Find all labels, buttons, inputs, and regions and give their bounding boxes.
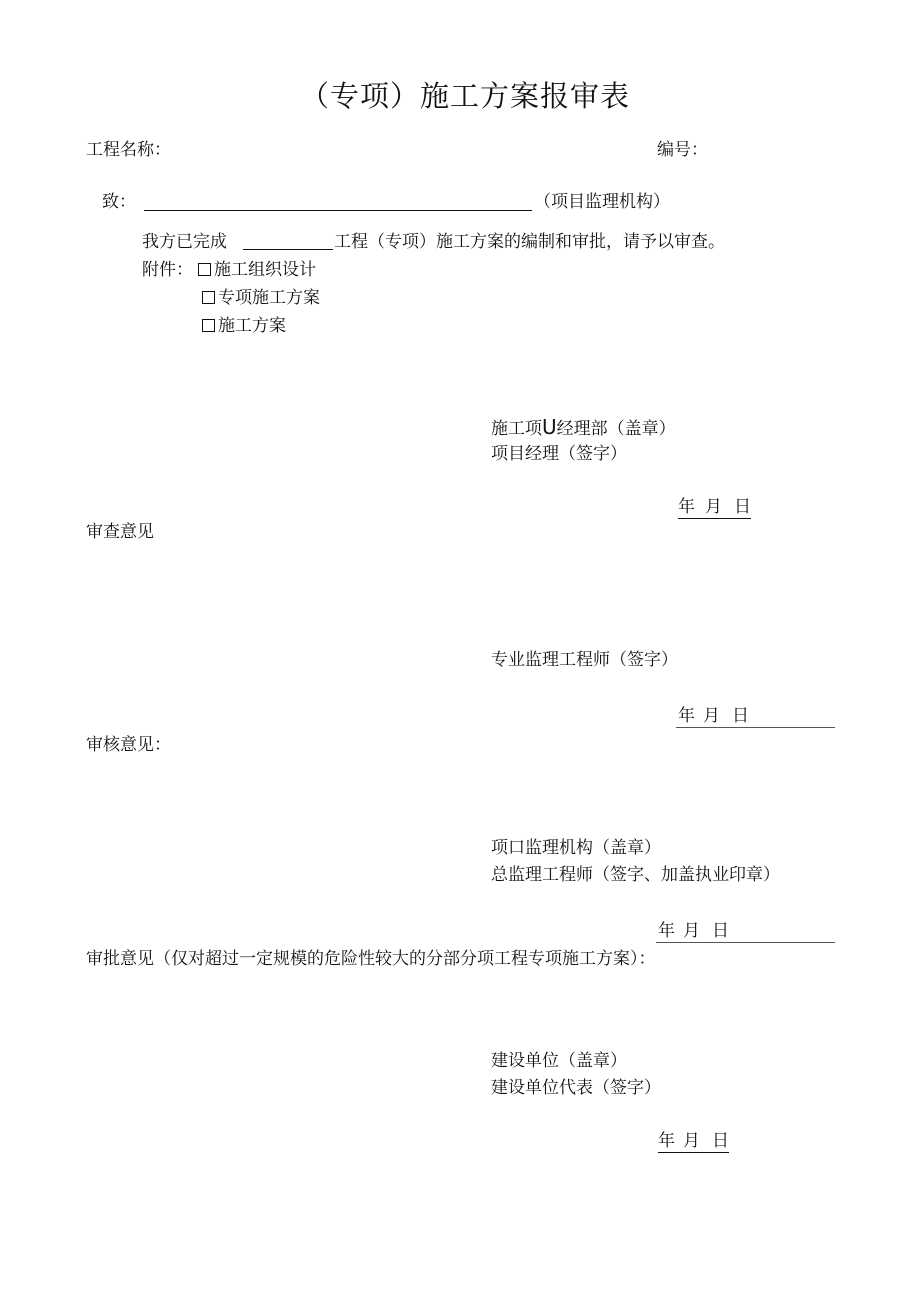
specialist-signature: 专业监理工程师（签字） bbox=[491, 650, 678, 670]
statement-part2: 工程（专项）施工方案的编制和审批，请予以审查。 bbox=[334, 232, 725, 252]
attachment-item-construction-org[interactable] bbox=[198, 259, 316, 281]
contractor-date bbox=[678, 496, 751, 519]
checkbox[interactable] bbox=[202, 291, 215, 304]
to-line bbox=[102, 191, 136, 213]
chief-engineer-signature: 总监理工程师（签字、加盖执业印章） bbox=[491, 865, 780, 885]
audit-date bbox=[658, 920, 729, 942]
checkbox[interactable] bbox=[202, 319, 215, 332]
contractor-dept-glyph: U bbox=[542, 415, 557, 439]
checkbox[interactable] bbox=[198, 263, 211, 276]
date-month: 月 bbox=[675, 1130, 700, 1153]
review-label: 审查意见 bbox=[86, 522, 154, 542]
date-day: 日 bbox=[700, 1130, 729, 1153]
attachment-label: 专项施工方案 bbox=[218, 288, 320, 308]
date-year: 年 bbox=[658, 921, 675, 941]
recipient-blank[interactable] bbox=[144, 192, 532, 211]
contractor-dept bbox=[491, 416, 676, 440]
date-month: 月 bbox=[683, 921, 700, 941]
date-day: 日 bbox=[712, 921, 729, 941]
date-month: 月 bbox=[703, 706, 720, 726]
attachments-label: 附件： bbox=[142, 260, 193, 280]
form-title: （专项）施工方案报审表 bbox=[300, 79, 631, 113]
approval-label: 审批意见（仅对超过一定规模的危险性较大的分部分项工程专项施工方案）： bbox=[86, 949, 656, 969]
audit-label: 审核意见： bbox=[86, 735, 171, 755]
to-suffix: （项目监理机构） bbox=[534, 192, 670, 212]
attachment-item-special-plan[interactable] bbox=[202, 287, 320, 309]
number-label: 编号： bbox=[657, 140, 708, 160]
statement-part1: 我方已完成 bbox=[142, 232, 227, 252]
attachment-label: 施工组织设计 bbox=[214, 260, 316, 280]
date-day: 日 bbox=[732, 706, 749, 726]
audit-date-rule bbox=[656, 942, 835, 943]
project-name-label: 工程名称： bbox=[86, 140, 171, 160]
owner-unit-seal: 建设单位（盖章） bbox=[491, 1051, 627, 1071]
owner-rep-signature: 建设单位代表（签字） bbox=[491, 1078, 661, 1098]
attachment-label: 施工方案 bbox=[218, 316, 286, 336]
review-date bbox=[678, 705, 749, 727]
supervision-org-seal: 项口监理机构（盖章） bbox=[491, 838, 661, 858]
date-day: 日 bbox=[722, 496, 751, 519]
date-year: 年 bbox=[678, 706, 695, 726]
date-month: 月 bbox=[697, 496, 722, 519]
project-manager-signature: 项目经理（签字） bbox=[491, 444, 627, 464]
approval-date bbox=[658, 1130, 729, 1153]
review-date-rule bbox=[676, 727, 835, 728]
attachment-item-plan[interactable] bbox=[202, 315, 286, 337]
to-prefix: 致： bbox=[102, 192, 136, 212]
contractor-dept-part2: 经理部（盖章） bbox=[556, 419, 676, 439]
date-year: 年 bbox=[658, 1131, 675, 1151]
project-blank[interactable] bbox=[243, 231, 333, 250]
contractor-dept-part1: 施工项 bbox=[491, 419, 542, 439]
date-year: 年 bbox=[678, 497, 695, 517]
